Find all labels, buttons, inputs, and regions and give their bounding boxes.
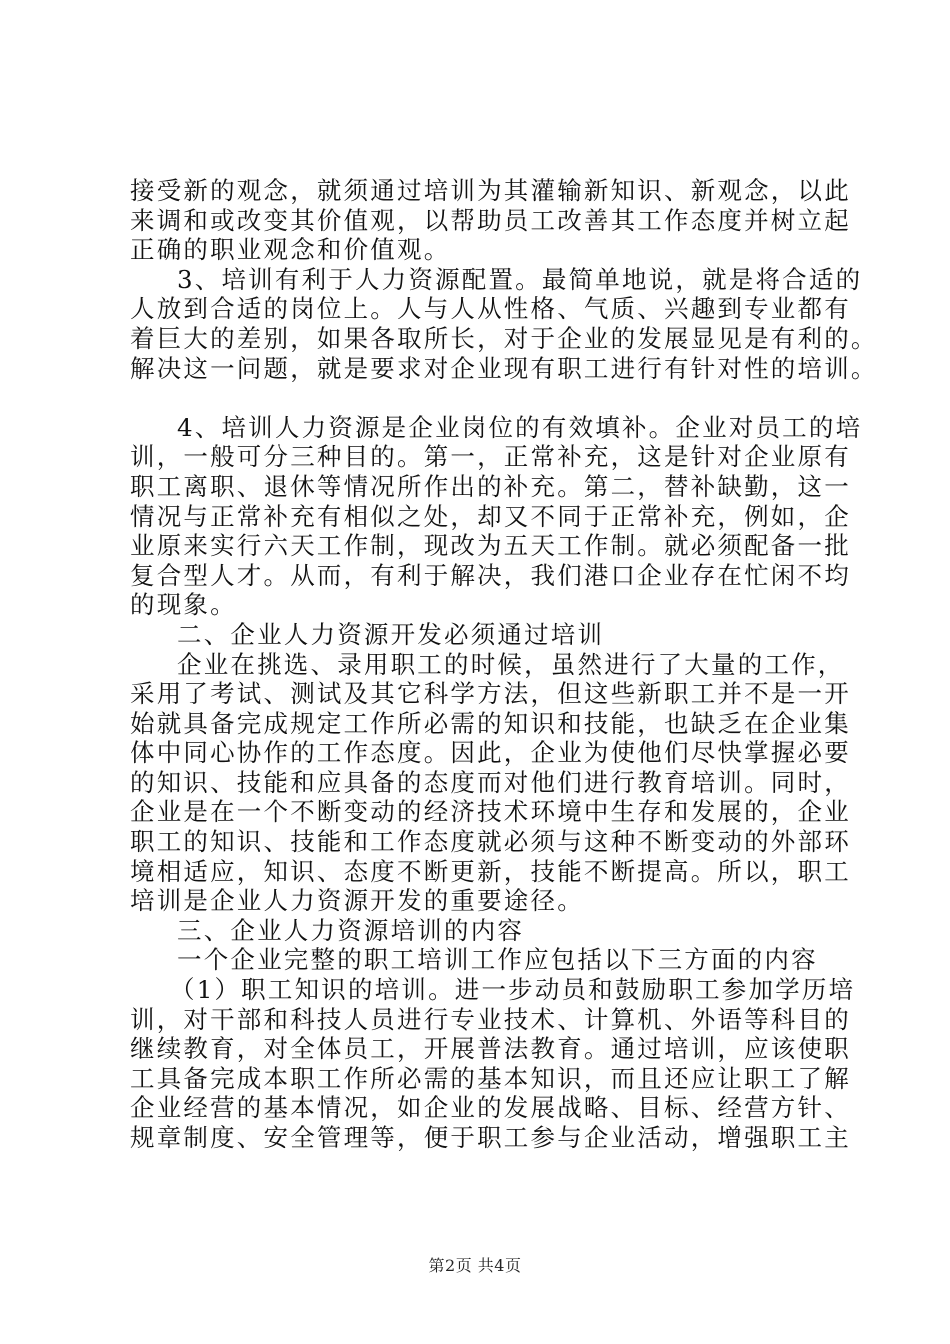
section-heading: 三、企业人力资源培训的内容 bbox=[177, 915, 525, 945]
body-line: 培训是企业人力资源开发的重要途径。 bbox=[130, 886, 584, 916]
body-line: 的现象。 bbox=[130, 590, 237, 620]
body-line: 企业是在一个不断变动的经济技术环境中生存和发展的，企业 bbox=[130, 797, 851, 827]
body-line: 规章制度、安全管理等，便于职工参与企业活动，增强职工主 bbox=[130, 1123, 851, 1152]
section-heading: 二、企业人力资源开发必须通过培训 bbox=[177, 619, 605, 649]
body-line: 继续教育，对全体员工，开展普法教育。通过培训，应该使职 bbox=[130, 1034, 851, 1064]
body-line: 工具备完成本职工作所必需的基本知识，而且还应让职工了解 bbox=[130, 1063, 851, 1093]
paragraph-start-line: 4、培训人力资源是企业岗位的有效填补。企业对员工的培 bbox=[177, 412, 863, 442]
body-line: 来调和或改变其价值观，以帮助员工改善其工作态度并树立起 bbox=[130, 205, 851, 235]
body-line: 人放到合适的岗位上。人与人从性格、气质、兴趣到专业都有 bbox=[130, 294, 851, 324]
body-line: 着巨大的差别，如果各取所长，对于企业的发展显见是有利的。 bbox=[130, 323, 878, 353]
body-line: 训，一般可分三种目的。第一，正常补充，这是针对企业原有 bbox=[130, 442, 851, 472]
body-line: 业原来实行六天工作制，现改为五天工作制。就必须配备一批 bbox=[130, 531, 851, 561]
body-line: 正确的职业观念和价值观。 bbox=[130, 235, 451, 265]
body-line: 复合型人才。从而，有利于解决，我们港口企业存在忙闲不均 bbox=[130, 560, 851, 590]
body-line: 情况与正常补充有相似之处，却又不同于正常补充，例如，企 bbox=[130, 501, 851, 531]
body-line: 体中同心协作的工作态度。因此，企业为使他们尽快掌握必要 bbox=[130, 738, 851, 768]
body-line: 解决这一问题，就是要求对企业现有职工进行有针对性的培训。 bbox=[130, 353, 878, 383]
body-line: 企业经营的基本情况，如企业的发展战略、目标、经营方针、 bbox=[130, 1093, 851, 1123]
paragraph-start-line: （1）职工知识的培训。进一步动员和鼓励职工参加学历培 bbox=[170, 975, 856, 1005]
body-line: 接受新的观念，就须通过培训为其灌输新知识、新观念，以此 bbox=[130, 176, 851, 205]
body-line: 职工的知识、技能和工作态度就必须与这种不断变动的外部环 bbox=[130, 827, 851, 857]
body-line: 采用了考试、测试及其它科学方法，但这些新职工并不是一开 bbox=[130, 679, 851, 709]
paragraph-start-line: 一个企业完整的职工培训工作应包括以下三方面的内容 bbox=[177, 945, 818, 975]
paragraph-start-line: 3、培训有利于人力资源配置。最简单地说，就是将合适的 bbox=[177, 264, 863, 294]
body-line: 训，对干部和科技人员进行专业技术、计算机、外语等科目的 bbox=[130, 1004, 851, 1034]
body-line: 职工离职、退休等情况所作出的补充。第二，替补缺勤，这一 bbox=[130, 471, 851, 501]
paragraph-start-line: 企业在挑选、录用职工的时候，虽然进行了大量的工作， bbox=[177, 649, 845, 679]
paragraph-gap bbox=[130, 383, 830, 413]
body-line: 的知识、技能和应具备的态度而对他们进行教育培训。同时， bbox=[130, 767, 851, 797]
body-line: 始就具备完成规定工作所必需的知识和技能，也缺乏在企业集 bbox=[130, 708, 851, 738]
body-line: 境相适应，知识、态度不断更新，技能不断提高。所以，职工 bbox=[130, 856, 851, 886]
page-number-footer: 第2页 共4页 bbox=[428, 1256, 522, 1275]
document-body bbox=[130, 176, 878, 1153]
